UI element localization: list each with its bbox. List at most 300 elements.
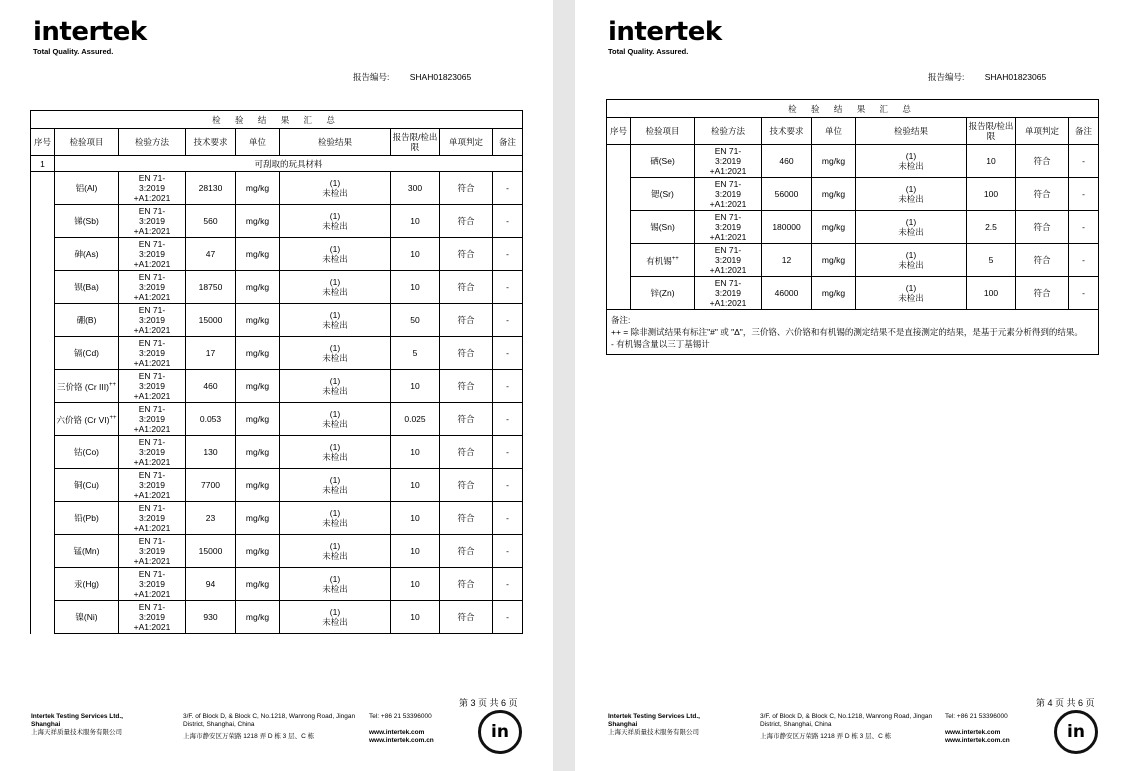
row-item (55, 337, 119, 370)
row-remark: - (1069, 145, 1099, 178)
row-item-name: 硒(Se) (650, 156, 675, 166)
footer-address (183, 713, 363, 741)
row-result-line: 未检出 (322, 617, 348, 627)
row-result-line: 未检出 (322, 188, 348, 198)
col-header-remark: 备注 (1069, 118, 1099, 145)
row-method-line: 3:2019 (139, 414, 165, 424)
row-number-cell (31, 403, 55, 436)
row-method-line: +A1:2021 (709, 166, 747, 176)
row-method (119, 337, 186, 370)
row-result (280, 238, 391, 271)
row-unit: mg/kg (812, 244, 856, 277)
row-method (119, 172, 186, 205)
row-item-name: 锶(Sr) (651, 189, 674, 199)
row-result-line: 未检出 (322, 221, 348, 231)
col-header-requirement: 技术要求 (186, 129, 236, 156)
row-limit: 10 (391, 271, 440, 304)
row-judgement: 符合 (1016, 178, 1069, 211)
row-limit: 10 (391, 469, 440, 502)
row-method-line: EN 71- (138, 305, 166, 315)
row-method-line: 3:2019 (139, 282, 165, 292)
row-result-line: (1) (329, 607, 341, 617)
row-method-line: 3:2019 (139, 315, 165, 325)
row-result-line: (1) (329, 574, 341, 584)
row-method-line: EN 71- (714, 212, 742, 222)
row-result-line: 未检出 (322, 551, 348, 561)
row-method-line: EN 71- (138, 569, 166, 579)
row-result-line: (1) (905, 151, 917, 161)
report-number (928, 71, 1046, 83)
footer-web-cn: www.intertek.com.cn (369, 737, 434, 744)
row-remark: - (1069, 277, 1099, 310)
row-result (280, 337, 391, 370)
row-number-cell (31, 304, 55, 337)
row-requirement: 180000 (762, 211, 812, 244)
col-header-method: 检验方法 (119, 129, 186, 156)
row-method (119, 271, 186, 304)
table-row (31, 436, 523, 469)
col-header-judgement: 单项判定 (1016, 118, 1069, 145)
row-item (631, 178, 695, 211)
row-item (55, 535, 119, 568)
row-method-line: 3:2019 (715, 156, 741, 166)
row-unit: mg/kg (812, 277, 856, 310)
row-item-name: 锌(Zn) (650, 288, 675, 298)
row-requirement: 7700 (186, 469, 236, 502)
row-requirement: 47 (186, 238, 236, 271)
row-result (856, 244, 967, 277)
row-method (119, 205, 186, 238)
row-unit: mg/kg (236, 601, 280, 634)
row-result-line: (1) (905, 184, 917, 194)
row-item-name: 硼(B) (76, 315, 97, 325)
row-result-line: 未检出 (898, 194, 924, 204)
table-row (31, 469, 523, 502)
row-result-line: 未检出 (898, 293, 924, 303)
row-method-line: +A1:2021 (133, 424, 171, 434)
row-judgement: 符合 (440, 502, 493, 535)
row-requirement: 130 (186, 436, 236, 469)
row-result (856, 145, 967, 178)
row-method (695, 244, 762, 277)
row-unit: mg/kg (236, 337, 280, 370)
report-number-label: 报告编号: (928, 72, 965, 82)
row-judgement: 符合 (440, 535, 493, 568)
table-row (31, 601, 523, 634)
footer-company (31, 713, 151, 737)
row-item (55, 172, 119, 205)
row-requirement: 94 (186, 568, 236, 601)
row-result-line: (1) (329, 211, 341, 221)
row-requirement: 0.053 (186, 403, 236, 436)
row-method-line: +A1:2021 (133, 358, 171, 368)
row-requirement: 15000 (186, 535, 236, 568)
table-row (31, 535, 523, 568)
row-method (119, 502, 186, 535)
row-method-line: +A1:2021 (133, 556, 171, 566)
row-judgement: 符合 (1016, 211, 1069, 244)
row-result (856, 178, 967, 211)
row-result-line: (1) (329, 376, 341, 386)
intertek-logo (608, 18, 722, 56)
row-method-line: 3:2019 (139, 447, 165, 457)
row-number-cell (31, 469, 55, 502)
row-number-cell (31, 601, 55, 634)
row-result-line: (1) (329, 310, 341, 320)
row-method (119, 436, 186, 469)
row-method-line: 3:2019 (139, 546, 165, 556)
row-result-line: 未检出 (898, 161, 924, 171)
row-method-line: +A1:2021 (709, 265, 747, 275)
row-result-line: 未检出 (898, 227, 924, 237)
row-method-line: EN 71- (138, 206, 166, 216)
row-result-line: 未检出 (322, 419, 348, 429)
row-judgement: 符合 (1016, 145, 1069, 178)
row-method-line: 3:2019 (715, 288, 741, 298)
row-method (695, 145, 762, 178)
table-row (31, 568, 523, 601)
row-method-line: +A1:2021 (133, 490, 171, 500)
row-limit: 50 (391, 304, 440, 337)
row-result-line: (1) (329, 343, 341, 353)
row-remark: - (493, 601, 523, 634)
logo-tagline: Total Quality. Assured. (33, 47, 114, 56)
row-method (119, 568, 186, 601)
row-limit: 10 (391, 568, 440, 601)
row-item (55, 568, 119, 601)
row-limit: 10 (391, 370, 440, 403)
table-row (607, 145, 1099, 178)
row-method (695, 178, 762, 211)
category-number: 1 (31, 156, 55, 172)
row-number-cell (31, 502, 55, 535)
row-result-line: 未检出 (322, 353, 348, 363)
row-unit: mg/kg (236, 403, 280, 436)
row-result-line: 未检出 (898, 260, 924, 270)
footer-address (760, 713, 940, 741)
report-number-label: 报告编号: (353, 72, 390, 82)
row-number-cell (31, 370, 55, 403)
row-item (55, 502, 119, 535)
row-result-line: (1) (329, 541, 341, 551)
report-page-3 (0, 0, 553, 771)
intertek-logo (33, 18, 147, 56)
row-number-cell (607, 211, 631, 244)
table-row (31, 205, 523, 238)
row-judgement: 符合 (440, 205, 493, 238)
row-item (631, 145, 695, 178)
report-number-value: SHAH01823065 (984, 72, 1047, 82)
table-row (31, 271, 523, 304)
row-result-line: 未检出 (322, 386, 348, 396)
row-result-line: 未检出 (322, 287, 348, 297)
col-header-limit: 报告限/检出限 (391, 129, 440, 156)
row-method-line: +A1:2021 (133, 622, 171, 632)
logo-wordmark: intertek (608, 17, 722, 47)
col-header-method: 检验方法 (695, 118, 762, 145)
row-item-superscript: ++ (671, 256, 679, 263)
row-unit: mg/kg (236, 271, 280, 304)
row-unit: mg/kg (236, 304, 280, 337)
table-title: 检 验 结 果 汇 总 (607, 100, 1099, 118)
row-method-line: 3:2019 (139, 480, 165, 490)
row-limit: 100 (967, 178, 1016, 211)
row-method-line: 3:2019 (139, 579, 165, 589)
row-requirement: 460 (762, 145, 812, 178)
row-method-line: EN 71- (138, 173, 166, 183)
table-row (607, 277, 1099, 310)
row-method-line: EN 71- (714, 245, 742, 255)
row-method-line: +A1:2021 (133, 292, 171, 302)
footer-address-en: 3/F. of Block D, & Block C, No.1218, Wanrong Road, Jingan District, Shanghai, China (183, 713, 356, 728)
row-result-line: (1) (329, 475, 341, 485)
row-requirement: 460 (186, 370, 236, 403)
row-item (55, 205, 119, 238)
row-result-line: (1) (329, 244, 341, 254)
notes-line-2: - 有机锡含量以三丁基锡计 (611, 339, 710, 349)
row-method-line: EN 71- (138, 470, 166, 480)
row-item (55, 469, 119, 502)
row-method-line: EN 71- (714, 146, 742, 156)
row-method (695, 211, 762, 244)
notes-line-1: ++ = 除非测试结果有标注"#" 或 "Δ"，三价铬、六价铬和有机锡的测定结果不是直接测定的结果，是基于元素分析得到的结果。 (611, 327, 1083, 337)
row-method (119, 403, 186, 436)
row-result (280, 436, 391, 469)
notes-title: 备注: (611, 315, 631, 325)
row-method-line: EN 71- (714, 278, 742, 288)
footer-contact (945, 713, 1035, 745)
row-item (631, 277, 695, 310)
row-limit: 10 (391, 535, 440, 568)
row-method (119, 601, 186, 634)
footer-web: www.intertek.com (945, 729, 1001, 736)
row-requirement: 18750 (186, 271, 236, 304)
row-requirement: 56000 (762, 178, 812, 211)
row-unit: mg/kg (236, 568, 280, 601)
row-unit: mg/kg (236, 535, 280, 568)
row-judgement: 符合 (1016, 277, 1069, 310)
report-page-4 (575, 0, 1128, 771)
footer-contact (369, 713, 459, 745)
row-result-line: 未检出 (322, 320, 348, 330)
col-header-item: 检验项目 (631, 118, 695, 145)
row-remark: - (493, 436, 523, 469)
row-number-cell (607, 244, 631, 277)
row-judgement: 符合 (440, 568, 493, 601)
row-item-name: 砷(As) (74, 249, 99, 259)
row-result-line: 未检出 (322, 452, 348, 462)
row-remark: - (493, 238, 523, 271)
footer-company-en: Intertek Testing Services Ltd., Shanghai (31, 713, 123, 728)
row-number-cell (31, 205, 55, 238)
footer-tel: Tel: +86 21 53396000 (945, 713, 1008, 720)
footer-address-en: 3/F. of Block D, & Block C, No.1218, Wanrong Road, Jingan District, Shanghai, China (760, 713, 933, 728)
row-number-cell (31, 436, 55, 469)
row-item (55, 436, 119, 469)
row-method-line: 3:2019 (715, 255, 741, 265)
row-requirement: 930 (186, 601, 236, 634)
row-item-name: 锑(Sb) (74, 216, 99, 226)
row-method (119, 304, 186, 337)
table-row (607, 244, 1099, 277)
row-judgement: 符合 (440, 337, 493, 370)
table-row (31, 403, 523, 436)
row-method-line: +A1:2021 (133, 259, 171, 269)
footer-address-cn: 上海市静安区万荣路 1218 弄 D 栋 3 层、C 栋 (760, 733, 892, 740)
row-unit: mg/kg (812, 145, 856, 178)
table-row (31, 370, 523, 403)
row-limit: 10 (391, 601, 440, 634)
row-limit: 2.5 (967, 211, 1016, 244)
row-item-name: 锰(Mn) (73, 546, 100, 556)
col-header-result: 检验结果 (856, 118, 967, 145)
row-item-name: 钴(Co) (73, 447, 100, 457)
row-judgement: 符合 (440, 403, 493, 436)
table-row (31, 304, 523, 337)
row-remark: - (493, 172, 523, 205)
row-result-line: 未检出 (322, 485, 348, 495)
row-judgement: 符合 (440, 601, 493, 634)
col-header-no: 序号 (31, 129, 55, 156)
row-method-line: EN 71- (138, 272, 166, 282)
col-header-no: 序号 (607, 118, 631, 145)
row-method-line: +A1:2021 (133, 589, 171, 599)
row-result-line: (1) (329, 442, 341, 452)
row-method-line: EN 71- (714, 179, 742, 189)
row-item (55, 403, 119, 436)
row-requirement: 23 (186, 502, 236, 535)
row-requirement: 28130 (186, 172, 236, 205)
row-item-superscript: ++ (109, 415, 117, 422)
row-method-line: EN 71- (138, 371, 166, 381)
row-number-cell (31, 271, 55, 304)
col-header-limit: 报告限/检出限 (967, 118, 1016, 145)
row-result-line: (1) (905, 250, 917, 260)
footer-address-cn: 上海市静安区万荣路 1218 弄 D 栋 3 层、C 栋 (183, 733, 315, 740)
row-item-name: 镍(Ni) (75, 612, 98, 622)
row-method-line: 3:2019 (139, 216, 165, 226)
row-item-name: 六价铬 (Cr VI) (56, 414, 110, 425)
row-remark: - (1069, 211, 1099, 244)
row-result (280, 271, 391, 304)
intertek-in-badge-icon: in (1054, 710, 1098, 754)
row-method (119, 469, 186, 502)
row-method (119, 535, 186, 568)
row-method-line: +A1:2021 (133, 325, 171, 335)
table-row (31, 238, 523, 271)
footer-company-cn: 上海天祥质量技术服务有限公司 (31, 729, 122, 736)
footer-company-cn: 上海天祥质量技术服务有限公司 (608, 729, 699, 736)
row-method-line: EN 71- (138, 503, 166, 513)
row-result-line: (1) (329, 508, 341, 518)
footer-tel: Tel: +86 21 53396000 (369, 713, 432, 720)
row-result-line: (1) (905, 283, 917, 293)
row-method-line: 3:2019 (715, 222, 741, 232)
report-number-value: SHAH01823065 (409, 72, 472, 82)
row-unit: mg/kg (236, 436, 280, 469)
row-method-line: +A1:2021 (133, 457, 171, 467)
row-method (119, 370, 186, 403)
row-method-line: EN 71- (138, 437, 166, 447)
row-method-line: EN 71- (138, 602, 166, 612)
row-limit: 5 (967, 244, 1016, 277)
row-remark: - (1069, 178, 1099, 211)
row-unit: mg/kg (236, 370, 280, 403)
row-number-cell (31, 535, 55, 568)
row-item (55, 271, 119, 304)
row-remark: - (493, 370, 523, 403)
table-row (31, 172, 523, 205)
row-judgement: 符合 (440, 370, 493, 403)
row-item (631, 211, 695, 244)
row-unit: mg/kg (236, 205, 280, 238)
col-header-requirement: 技术要求 (762, 118, 812, 145)
row-limit: 10 (967, 145, 1016, 178)
row-remark: - (493, 205, 523, 238)
row-remark: - (493, 304, 523, 337)
row-result-line: 未检出 (322, 254, 348, 264)
row-limit: 10 (391, 502, 440, 535)
row-method-line: EN 71- (138, 338, 166, 348)
footer-company-en: Intertek Testing Services Ltd., Shanghai (608, 713, 700, 728)
row-item-name: 汞(Hg) (73, 579, 100, 589)
row-item-name: 铅(Pb) (74, 513, 99, 523)
results-table (606, 99, 1099, 355)
row-result (856, 211, 967, 244)
logo-tagline: Total Quality. Assured. (608, 47, 689, 56)
row-requirement: 15000 (186, 304, 236, 337)
row-requirement: 46000 (762, 277, 812, 310)
row-remark: - (493, 502, 523, 535)
row-number-cell (607, 277, 631, 310)
row-result (280, 205, 391, 238)
row-result (280, 502, 391, 535)
row-result-line: (1) (905, 217, 917, 227)
row-judgement: 符合 (1016, 244, 1069, 277)
row-remark: - (493, 271, 523, 304)
row-item (55, 304, 119, 337)
row-number-cell (31, 568, 55, 601)
row-result (856, 277, 967, 310)
row-method-line: EN 71- (138, 404, 166, 414)
table-row (607, 178, 1099, 211)
row-item-name: 铝(Al) (75, 183, 98, 193)
row-requirement: 17 (186, 337, 236, 370)
row-item-name: 有机锡 (646, 255, 672, 266)
row-method-line: EN 71- (138, 239, 166, 249)
footer-web: www.intertek.com (369, 729, 425, 736)
row-judgement: 符合 (440, 304, 493, 337)
row-item (55, 370, 119, 403)
row-judgement: 符合 (440, 172, 493, 205)
row-result-line: 未检出 (322, 584, 348, 594)
row-unit: mg/kg (812, 211, 856, 244)
row-method-line: 3:2019 (139, 348, 165, 358)
row-method-line: 3:2019 (139, 183, 165, 193)
row-item-name: 三价铬 (Cr III) (57, 381, 109, 392)
row-remark: - (493, 535, 523, 568)
col-header-unit: 单位 (812, 118, 856, 145)
row-result-line: (1) (329, 409, 341, 419)
col-header-judgement: 单项判定 (440, 129, 493, 156)
table-title: 检 验 结 果 汇 总 (31, 111, 523, 129)
table-row (31, 502, 523, 535)
col-header-remark: 备注 (493, 129, 523, 156)
row-result (280, 304, 391, 337)
row-unit: mg/kg (236, 469, 280, 502)
row-judgement: 符合 (440, 436, 493, 469)
row-result (280, 403, 391, 436)
